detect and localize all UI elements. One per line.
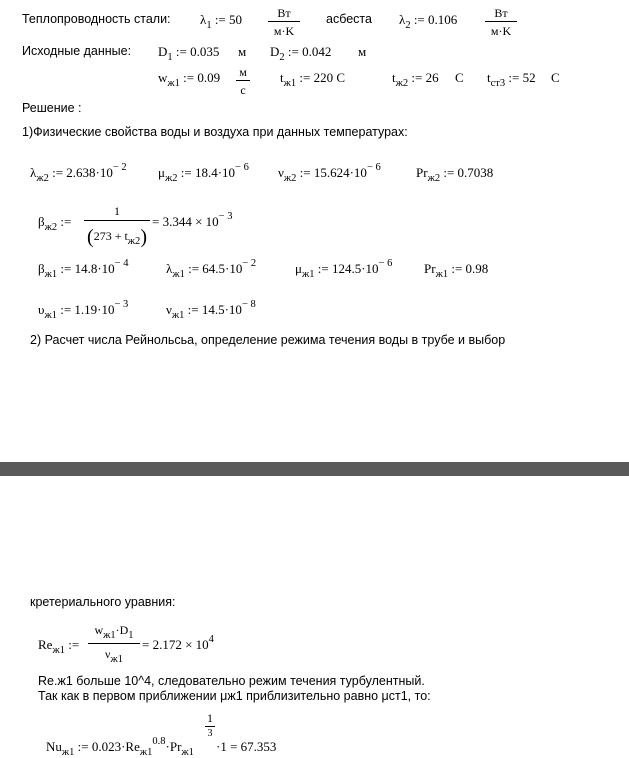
beta-zh2-numerator: 1 bbox=[114, 204, 120, 218]
step1-label: 1)Физические свойства воды и воздуха при данных температурах: bbox=[22, 125, 408, 139]
lambda-zh2-assignment: $\lambda_{ж2}$ := $2.638\cdot 10^{- 2}$ bbox=[30, 162, 127, 184]
step2-label: 2) Расчет числа Рейнольсьа, определение режима течения воды в трубе и выбор bbox=[30, 333, 506, 347]
velocity-unit-denominator: с bbox=[240, 83, 246, 97]
pr-exponent-bar bbox=[205, 726, 215, 727]
d2-unit: м bbox=[358, 44, 367, 59]
reynolds-fraction-bar bbox=[88, 643, 140, 644]
lambda2-assignment: $\lambda_2$ := 0.106 bbox=[399, 12, 458, 31]
twall-assignment: $t_{ст3}$ := 52 bbox=[487, 70, 536, 89]
reynolds-result: = $2.172 \times 10^4$ bbox=[142, 634, 214, 652]
pr-exponent-denominator: 3 bbox=[207, 728, 213, 739]
velocity-assignment: $w_{ж1}$ := 0.09 bbox=[158, 70, 221, 89]
turbulent-note: Re.ж1 больше 10^4, следовательно режим течения турбулентный. bbox=[38, 674, 425, 688]
step2-continuation: кретериального уравния: bbox=[30, 595, 176, 609]
lambda2-unit-numerator: Вт bbox=[494, 6, 508, 20]
lambda1-assignment: $\lambda_1$ := 50 bbox=[200, 12, 243, 31]
beta-zh1-assignment: $\beta_{ж1}$ := $14.8\cdot 10^{- 4}$ bbox=[38, 258, 129, 280]
t1-assignment: $t_{ж1}$ := 220 C bbox=[280, 70, 346, 89]
nu-zh2-assignment: $\nu_{ж2}$ := $15.624\cdot 10^{- 6}$ bbox=[278, 162, 381, 184]
solution-label: Решение : bbox=[22, 101, 82, 115]
d1-unit: м bbox=[238, 44, 247, 59]
mu-zh2-assignment: $\mu_{ж2}$ := $18.4\cdot 10^{- 6}$ bbox=[158, 162, 249, 184]
t2-unit: C bbox=[455, 70, 464, 85]
pr-zh2-assignment: $Pr_{ж2}$ := 0.7038 bbox=[416, 165, 494, 184]
beta-zh2-result: = $3.344 \times 10^{- 3}$ bbox=[152, 211, 233, 229]
pr-zh1-assignment: $Pr_{ж1}$ := 0.98 bbox=[424, 261, 489, 280]
beta-zh2-fraction-bar bbox=[84, 220, 150, 221]
pr-exponent-numerator: 1 bbox=[207, 711, 213, 725]
twall-unit: C bbox=[551, 70, 560, 85]
initial-data-label: Исходные данные: bbox=[22, 44, 132, 58]
lambda-zh1-assignment: $\lambda_{ж1}$ := $64.5\cdot 10^{- 2}$ bbox=[166, 258, 257, 280]
lambda2-unit-bar bbox=[485, 21, 517, 22]
steel-conductivity-label: Теплопроводность стали: bbox=[22, 12, 171, 26]
velocity-unit-numerator: м bbox=[239, 65, 247, 79]
reynolds-lhs: $Re_{ж1}$ := bbox=[38, 637, 80, 656]
approximation-note: Так как в первом приближении μж1 приблизительно равно μст1, то: bbox=[38, 689, 431, 703]
lambda1-unit-bar bbox=[268, 21, 300, 22]
lambda1-unit-denominator: м·K bbox=[273, 24, 295, 38]
d1-assignment: $D_1$ := 0.035 bbox=[158, 44, 220, 63]
beta-zh2-lhs: $\beta_{ж2}$ := bbox=[38, 214, 72, 233]
asbestos-label: асбеста bbox=[326, 12, 372, 26]
beta-zh2-denominator: (273 + tж2) bbox=[87, 226, 147, 248]
reynolds-numerator: wж1·D1 bbox=[94, 623, 134, 641]
page-break-band bbox=[0, 462, 629, 476]
velocity-unit-bar bbox=[236, 80, 250, 81]
nusselt-equation: $Nu_{ж1}$ := $0.023\cdot Re_{ж1}^{0.8}\cdot Pr_{ж1}$ bbox=[46, 736, 194, 758]
t2-assignment: $t_{ж2}$ := 26 bbox=[392, 70, 439, 89]
reynolds-denominator: νж1 bbox=[105, 647, 123, 665]
upsilon-zh1-assignment: $\upsilon_{ж1}$ := $1.19\cdot 10^{- 3}$ bbox=[38, 299, 129, 321]
lambda1-unit-numerator: Вт bbox=[277, 6, 291, 20]
d2-assignment: $D_2$ := 0.042 bbox=[270, 44, 332, 63]
mu-zh1-assignment: $\mu_{ж1}$ := $124.5\cdot 10^{- 6}$ bbox=[295, 258, 393, 280]
lambda2-unit-denominator: м·K bbox=[490, 24, 512, 38]
nu-zh1-assignment: $\nu_{ж1}$ := $14.5\cdot 10^{- 8}$ bbox=[166, 299, 256, 321]
nusselt-result: ·1 = 67.353 bbox=[216, 739, 277, 754]
